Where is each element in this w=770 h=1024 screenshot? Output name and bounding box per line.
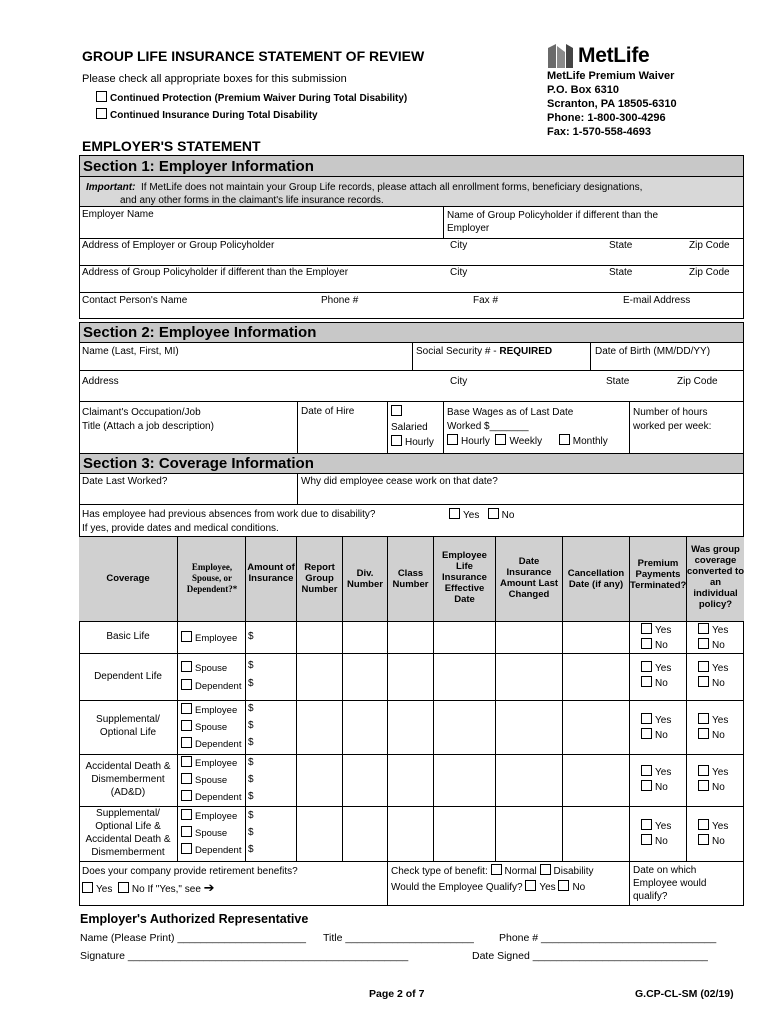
signature-field[interactable]: Signature ________________________________________________: [80, 950, 409, 962]
dollar: $: [248, 631, 254, 642]
base-wages-field[interactable]: [447, 406, 608, 449]
checkbox[interactable]: [641, 638, 652, 649]
option-label: Yes: [712, 663, 729, 674]
converted-yes-no: [698, 713, 728, 743]
section-2-header: Section 2: Employee Information: [79, 322, 744, 343]
option-label: No: [712, 782, 725, 793]
employer-address-field[interactable]: Address of Employer or Group Policyholder: [82, 240, 275, 251]
retirement-question: [82, 864, 298, 898]
option-label: Dependent: [195, 845, 242, 856]
option-label: Yes: [655, 625, 672, 636]
rep-phone-field[interactable]: Phone # ______________________________: [499, 932, 717, 944]
checkbox[interactable]: [96, 91, 107, 102]
employee-city-field[interactable]: City: [450, 376, 468, 387]
dob-field[interactable]: Date of Birth (MM/DD/YY): [595, 346, 711, 357]
option-label: No: [712, 678, 725, 689]
option-label: Weekly: [509, 436, 543, 447]
checkbox[interactable]: [698, 765, 709, 776]
checkbox[interactable]: [641, 834, 652, 845]
field-label: Claimant's Occupation/Job: [82, 407, 201, 418]
col-cancellation: Cancellation Date (if any): [567, 568, 625, 590]
col-div: Div. Number: [347, 568, 383, 590]
option-label: No: [712, 836, 725, 847]
employer-name-field[interactable]: Employer Name: [82, 209, 154, 220]
arrow-right-icon: ➔: [203, 880, 215, 895]
option-label: Continued Protection (Premium Waiver During Total Disability): [110, 93, 408, 104]
important-text: [86, 181, 642, 207]
pay-type: [391, 405, 434, 450]
dollar: $: [248, 757, 254, 768]
dollar-group: [248, 700, 254, 751]
who-employee: [181, 631, 237, 644]
why-cease-field[interactable]: Why did employee cease work on that date?: [301, 476, 498, 487]
option-label: Spouse: [195, 663, 228, 674]
city-field[interactable]: City: [450, 240, 468, 251]
checkbox[interactable]: [698, 661, 709, 672]
employee-state-field[interactable]: State: [606, 376, 630, 387]
who-options: [181, 808, 241, 859]
option-label: No: [712, 640, 725, 651]
checkbox[interactable]: [181, 826, 192, 837]
checkbox[interactable]: [641, 780, 652, 791]
checkbox[interactable]: [181, 661, 192, 672]
dollar: $: [248, 703, 254, 714]
checkbox[interactable]: [698, 676, 709, 687]
checkbox[interactable]: [641, 661, 652, 672]
dollar: $: [248, 844, 254, 855]
date-signed-field[interactable]: Date Signed ______________________________: [472, 950, 708, 962]
who-options: [181, 755, 241, 806]
option-label: No: [655, 782, 668, 793]
fax-field[interactable]: Fax #: [473, 295, 499, 306]
address-line: Fax: 1-570-558-4693: [547, 126, 651, 138]
row-add: Accidental Death & Dismemberment (AD&D): [85, 761, 171, 798]
section-1-header: Section 1: Employer Information: [79, 155, 744, 177]
checkbox[interactable]: [181, 756, 192, 767]
rep-name-field[interactable]: Name (Please Print) ______________________: [80, 932, 306, 944]
checkbox[interactable]: [641, 765, 652, 776]
option-label: Employee: [195, 758, 238, 769]
state-field[interactable]: State: [609, 240, 633, 251]
col-coverage: Coverage: [106, 573, 150, 584]
converted-yes-no: [698, 765, 728, 795]
field-label: Social Security # -: [416, 346, 500, 357]
checkbox[interactable]: [698, 638, 709, 649]
option-label: Dependent: [195, 681, 242, 692]
field-label: Would the Employee Qualify?: [391, 882, 523, 893]
field-label: Does your company provide retirement benefits?: [82, 866, 298, 877]
option-label: No: [572, 882, 586, 893]
checkbox[interactable]: [559, 434, 570, 445]
policyholder-name-field[interactable]: [447, 209, 658, 235]
checkbox[interactable]: [698, 819, 709, 830]
employee-address-field[interactable]: Address: [82, 376, 119, 387]
absences-answer: [449, 508, 514, 521]
checkbox[interactable]: [641, 728, 652, 739]
checkbox[interactable]: [181, 720, 192, 731]
option-label: Continued Insurance During Total Disability: [110, 110, 318, 121]
rep-title-field[interactable]: Title ______________________: [323, 932, 474, 944]
policyholder-address-field[interactable]: Address of Group Policyholder if different than the Employer: [82, 267, 349, 278]
col-effective-date: Employee Life Insurance Effective Date: [442, 550, 487, 605]
checkbox[interactable]: [698, 834, 709, 845]
checkbox[interactable]: [118, 882, 129, 893]
row-basic-life: Basic Life: [106, 631, 150, 642]
field-label: worked per week:: [633, 421, 712, 432]
dollar: $: [248, 791, 254, 802]
address-line: P.O. Box 6310: [547, 84, 619, 96]
option-label: Yes: [655, 821, 672, 832]
mailing-address: [547, 69, 677, 139]
date-qualify-field[interactable]: Date on which Employee would qualify?: [633, 865, 707, 902]
option-label: Dependent: [195, 792, 242, 803]
converted-yes-no: [698, 623, 728, 653]
important-label: Important:: [86, 182, 136, 193]
col-premium: Premium Payments Terminated?: [630, 558, 687, 591]
field-label: If yes, provide dates and medical conditions.: [82, 523, 279, 534]
option-label: No: [655, 730, 668, 741]
dollar: $: [248, 660, 254, 671]
option-label: Yes: [712, 767, 729, 778]
option-label: Yes: [539, 882, 556, 893]
dollar: $: [248, 737, 254, 748]
checkbox[interactable]: [96, 108, 107, 119]
option-label: Spouse: [195, 828, 228, 839]
zip-field[interactable]: Zip Code: [689, 240, 730, 251]
col-report-group: Report Group Number: [301, 562, 338, 595]
city-field-2[interactable]: City: [450, 267, 468, 278]
dollar-group: [248, 754, 254, 805]
converted-yes-no: [698, 819, 728, 849]
metlife-logo-text: MetLife: [578, 44, 650, 67]
option-label: Employee: [195, 633, 238, 644]
page-number: Page 2 of 7: [369, 988, 425, 1000]
option-label: Normal: [504, 866, 537, 877]
checkbox[interactable]: [698, 728, 709, 739]
option-label: No: [655, 640, 668, 651]
row-supplemental-add: Supplemental/ Optional Life & Accidental Death & Dismemberment: [85, 808, 171, 858]
occupation-field[interactable]: [82, 406, 214, 434]
checkbox[interactable]: [488, 508, 499, 519]
option-continued-protection[interactable]: [96, 91, 407, 104]
contact-name-field[interactable]: Contact Person's Name: [82, 295, 188, 306]
option-label: Yes: [655, 715, 672, 726]
metlife-logo-icon: [548, 44, 574, 68]
phone-field[interactable]: Phone #: [321, 295, 359, 306]
row-supplemental-life: Supplemental/ Optional Life: [96, 714, 160, 738]
option-label: Yes: [712, 821, 729, 832]
option-label: Yes: [712, 625, 729, 636]
checkbox[interactable]: [181, 809, 192, 820]
salaried-label: Salaried: [391, 422, 428, 433]
employee-name-field[interactable]: Name (Last, First, MI): [82, 346, 179, 357]
dollar: $: [248, 810, 254, 821]
checkbox[interactable]: [449, 508, 460, 519]
checkbox[interactable]: [391, 435, 402, 446]
checkbox[interactable]: [495, 434, 506, 445]
who-options: [181, 660, 241, 696]
checkbox[interactable]: [181, 790, 192, 801]
checkbox[interactable]: [181, 703, 192, 714]
section-3-header: Section 3: Coverage Information: [79, 453, 744, 474]
dollar: $: [248, 678, 254, 689]
option-label: No: [655, 836, 668, 847]
checkbox[interactable]: [82, 882, 93, 893]
checkbox[interactable]: [698, 713, 709, 724]
option-label: No If "Yes," see: [131, 884, 201, 895]
option-label: No: [655, 678, 668, 689]
col-converted: Was group coverage converted to an individual policy?: [687, 544, 745, 610]
checkbox[interactable]: [558, 880, 569, 891]
employer-statement-heading: EMPLOYER'S STATEMENT: [82, 138, 261, 154]
no-label: No: [501, 510, 515, 521]
option-label: Employee: [195, 705, 238, 716]
required-label: REQUIRED: [499, 346, 553, 357]
option-label: Disability: [553, 866, 594, 877]
form-code: G.CP-CL-SM (02/19): [635, 988, 734, 1000]
premium-yes-no: [641, 661, 671, 691]
dollar-group: [248, 657, 254, 693]
address-line: Scranton, PA 18505-6310: [547, 98, 677, 110]
important-body: If MetLife does not maintain your Group Life records, please attach all enrollment forms, beneficiary designations,: [141, 182, 643, 193]
field-label: Has employee had previous absences from work due to disability?: [82, 509, 376, 520]
ssn-field[interactable]: [416, 346, 552, 357]
field-label: Number of hours: [633, 407, 708, 418]
checkbox[interactable]: [391, 405, 402, 416]
dollar: $: [248, 774, 254, 785]
state-field-2[interactable]: State: [609, 267, 633, 278]
form-title: GROUP LIFE INSURANCE STATEMENT OF REVIEW: [82, 48, 425, 64]
option-label: Yes: [96, 884, 113, 895]
field-label: Employer: [447, 223, 490, 234]
checkbox[interactable]: [181, 737, 192, 748]
option-label: Yes: [655, 767, 672, 778]
checkbox[interactable]: [641, 623, 652, 634]
checkbox[interactable]: [181, 679, 192, 690]
checkbox[interactable]: [698, 623, 709, 634]
option-label: Spouse: [195, 722, 228, 733]
absences-question: [82, 508, 376, 536]
date-last-worked-field[interactable]: Date Last Worked?: [82, 476, 168, 487]
representative-heading: Employer's Authorized Representative: [80, 912, 309, 926]
field-label: Title (Attach a job description): [82, 421, 214, 432]
checkbox[interactable]: [181, 631, 192, 642]
checkbox[interactable]: [698, 780, 709, 791]
checkbox[interactable]: [641, 676, 652, 687]
field-label: Worked $_______: [447, 421, 529, 432]
email-field[interactable]: E-mail Address: [623, 295, 691, 306]
col-class: Class Number: [392, 568, 429, 590]
yes-label: Yes: [463, 510, 480, 521]
premium-yes-no: [641, 819, 671, 849]
checkbox[interactable]: [447, 434, 458, 445]
checkbox[interactable]: [181, 843, 192, 854]
hours-field[interactable]: [633, 406, 711, 434]
important-body-2: and any other forms in the claimant's life insurance records.: [120, 195, 384, 206]
field-label: Check type of benefit:: [391, 866, 488, 877]
checkbox[interactable]: [491, 864, 502, 875]
dollar: $: [248, 827, 254, 838]
address-line: Phone: 1-800-300-4296: [547, 112, 666, 124]
option-label: Dependent: [195, 739, 242, 750]
premium-yes-no: [641, 765, 671, 795]
dollar: $: [248, 720, 254, 731]
row-dependent-life: Dependent Life: [94, 671, 162, 682]
col-amount: Amount of Insurance: [247, 562, 295, 584]
option-continued-insurance[interactable]: [96, 108, 318, 121]
benefit-type: [391, 864, 594, 896]
checkbox[interactable]: [540, 864, 551, 875]
option-label: Spouse: [195, 775, 228, 786]
who-options: [181, 702, 241, 753]
option-label: Yes: [712, 715, 729, 726]
hourly-label: Hourly: [405, 437, 434, 448]
instruction-text: Please check all appropriate boxes for this submission: [82, 73, 347, 85]
dollar-group: [248, 807, 254, 858]
option-label: Yes: [655, 663, 672, 674]
option-label: Employee: [195, 811, 238, 822]
premium-yes-no: [641, 713, 671, 743]
option-label: Hourly: [461, 436, 490, 447]
converted-yes-no: [698, 661, 728, 691]
option-label: Monthly: [572, 436, 608, 447]
checkbox[interactable]: [525, 880, 536, 891]
field-label: Base Wages as of Last Date: [447, 407, 574, 418]
checkbox[interactable]: [181, 773, 192, 784]
checkbox[interactable]: [641, 819, 652, 830]
col-who: Employee, Spouse, or Dependent?*: [186, 562, 238, 594]
field-label: Name of Group Policyholder if different than the: [447, 210, 659, 221]
premium-yes-no: [641, 623, 671, 653]
option-label: No: [712, 730, 725, 741]
employee-zip-field[interactable]: Zip Code: [677, 376, 718, 387]
date-of-hire-field[interactable]: Date of Hire: [301, 406, 355, 417]
zip-field-2[interactable]: Zip Code: [689, 267, 730, 278]
checkbox[interactable]: [641, 713, 652, 724]
col-date-changed: Date Insurance Amount Last Changed: [499, 556, 559, 600]
address-line: MetLife Premium Waiver: [547, 70, 675, 82]
